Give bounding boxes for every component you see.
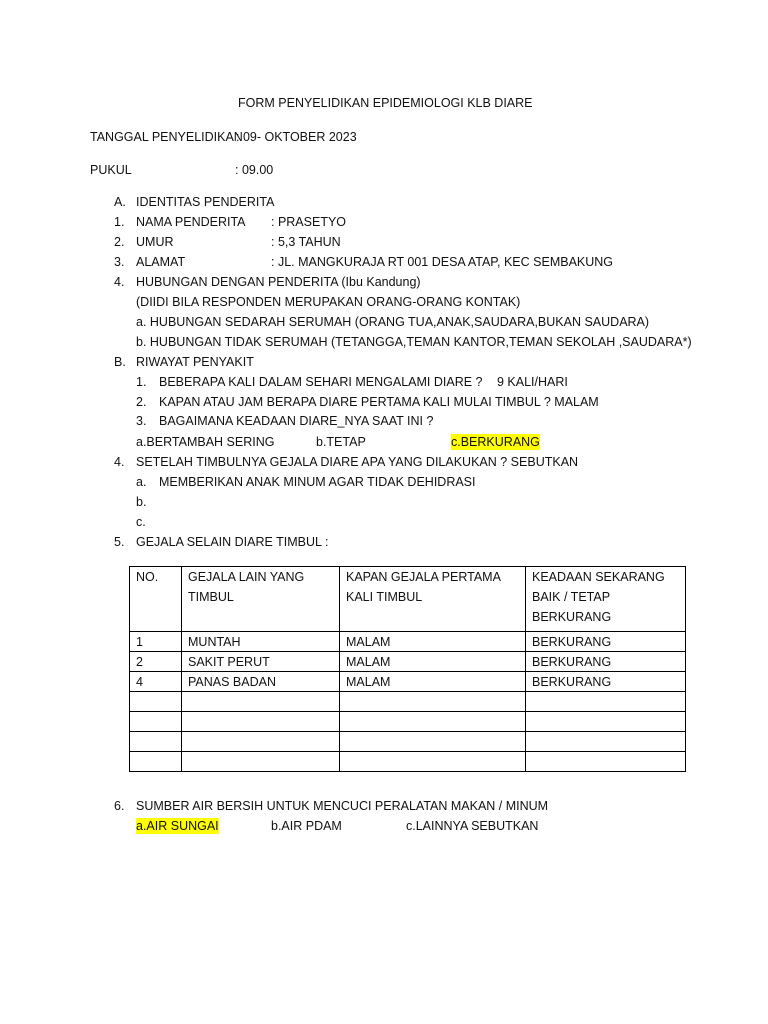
table-cell [130, 712, 182, 732]
table-cell [340, 712, 526, 732]
form-title: FORM PENYELIDIKAN EPIDEMIOLOGI KLB DIARE [238, 96, 533, 110]
item-number: 4. [114, 455, 125, 469]
table-cell: MALAM [340, 672, 526, 692]
hubungan-label: HUBUNGAN DENGAN PENDERITA (Ibu Kandung) [136, 275, 421, 289]
nama-label: NAMA PENDERITA [136, 215, 246, 229]
header-kapan: KAPAN GEJALA PERTAMA KALI TIMBUL [340, 567, 526, 632]
alamat-label: ALAMAT [136, 255, 186, 269]
gejala-table [129, 566, 686, 772]
table-cell [182, 712, 340, 732]
umur-value: : 5,3 TAHUN [271, 235, 341, 249]
option-berkurang-selected: c.BERKURANG [451, 435, 540, 449]
table-cell [340, 692, 526, 712]
sub-marker: c. [136, 515, 146, 529]
table-cell: 2 [130, 652, 182, 672]
table-cell: BERKURANG [526, 632, 686, 652]
option-air-sungai-selected: a.AIR SUNGAI [136, 819, 219, 833]
table-cell: PANAS BADAN [182, 672, 340, 692]
table-row [130, 672, 686, 692]
hubungan-note: (DIIDI BILA RESPONDEN MERUPAKAN ORANG-ORANG KONTAK) [136, 295, 521, 309]
table-cell [526, 712, 686, 732]
option-lainnya: c.LAINNYA SEBUTKAN [406, 819, 539, 833]
answer-1: 9 KALI/HARI [497, 375, 568, 389]
table-cell: MUNTAH [182, 632, 340, 652]
table-header-row [130, 567, 686, 632]
option-bertambah: a.BERTAMBAH SERING [136, 435, 275, 449]
answer-4a: MEMBERIKAN ANAK MINUM AGAR TIDAK DEHIDRASI [159, 475, 476, 489]
question-1: BEBERAPA KALI DALAM SEHARI MENGALAMI DIARE ? [159, 375, 483, 389]
header-gejala: GEJALA LAIN YANG TIMBUL [182, 567, 340, 632]
item-number: 3. [136, 414, 147, 428]
table-cell: SAKIT PERUT [182, 652, 340, 672]
table-cell [340, 732, 526, 752]
table-cell [182, 732, 340, 752]
question-2: KAPAN ATAU JAM BERAPA DIARE PERTAMA KALI MULAI TIMBUL ? MALAM [159, 395, 599, 409]
table-row [130, 652, 686, 672]
table-cell [182, 692, 340, 712]
section-b-marker: B. [114, 355, 126, 369]
section-b-title: RIWAYAT PENYAKIT [136, 355, 254, 369]
header-keadaan: KEADAAN SEKARANG BAIK / TETAP BERKURANG [526, 567, 686, 632]
table-cell [130, 752, 182, 772]
table-cell [182, 752, 340, 772]
item-number: 5. [114, 535, 125, 549]
table-cell: 4 [130, 672, 182, 692]
pukul-value: : 09.00 [235, 163, 274, 177]
table-cell: 1 [130, 632, 182, 652]
question-4: SETELAH TIMBULNYA GEJALA DIARE APA YANG DILAKUKAN ? SEBUTKAN [136, 455, 579, 469]
umur-label: UMUR [136, 235, 174, 249]
option-air-pdam: b.AIR PDAM [271, 819, 342, 833]
sub-marker: b. [136, 495, 147, 509]
hubungan-option-b: b. HUBUNGAN TIDAK SERUMAH (TETANGGA,TEMAN KANTOR,TEMAN SEKOLAH ,SAUDARA*) [136, 335, 692, 349]
item-number: 2. [114, 235, 125, 249]
item-number: 1. [136, 375, 147, 389]
table-row [130, 632, 686, 652]
tanggal-label: TANGGAL PENYELIDIKAN [90, 130, 243, 144]
table-cell: MALAM [340, 632, 526, 652]
alamat-value: : JL. MANGKURAJA RT 001 DESA ATAP, KEC SEMBAKUNG [271, 255, 614, 269]
question-6: SUMBER AIR BERSIH UNTUK MENCUCI PERALATAN MAKAN / MINUM [136, 799, 549, 813]
table-cell [130, 692, 182, 712]
hubungan-option-a: a. HUBUNGAN SEDARAH SERUMAH (ORANG TUA,ANAK,SAUDARA,BUKAN SAUDARA) [136, 315, 650, 329]
option-tetap: b.TETAP [316, 435, 366, 449]
item-number: 2. [136, 395, 147, 409]
item-number: 3. [114, 255, 125, 269]
question-5: GEJALA SELAIN DIARE TIMBUL : [136, 535, 329, 549]
section-a-title: IDENTITAS PENDERITA [136, 195, 275, 209]
table-cell [130, 732, 182, 752]
item-number: 6. [114, 799, 125, 813]
question-3: BAGAIMANA KEADAAN DIARE_NYA SAAT INI ? [159, 414, 434, 428]
table-cell [526, 732, 686, 752]
pukul-label: PUKUL [90, 163, 132, 177]
table-cell [340, 752, 526, 772]
table-row [130, 752, 686, 772]
table-cell: BERKURANG [526, 672, 686, 692]
item-number: 1. [114, 215, 125, 229]
table-cell [526, 752, 686, 772]
nama-value: : PRASETYO [271, 215, 347, 229]
header-no: NO. [130, 567, 182, 632]
table-cell: MALAM [340, 652, 526, 672]
section-a-marker: A. [114, 195, 126, 209]
table-row [130, 732, 686, 752]
table-cell: BERKURANG [526, 652, 686, 672]
item-number: 4. [114, 275, 125, 289]
tanggal-value: : 09- OKTOBER 2023 [236, 130, 357, 144]
table-cell [526, 692, 686, 712]
table-row [130, 692, 686, 712]
table-row [130, 712, 686, 732]
sub-marker: a. [136, 475, 147, 489]
